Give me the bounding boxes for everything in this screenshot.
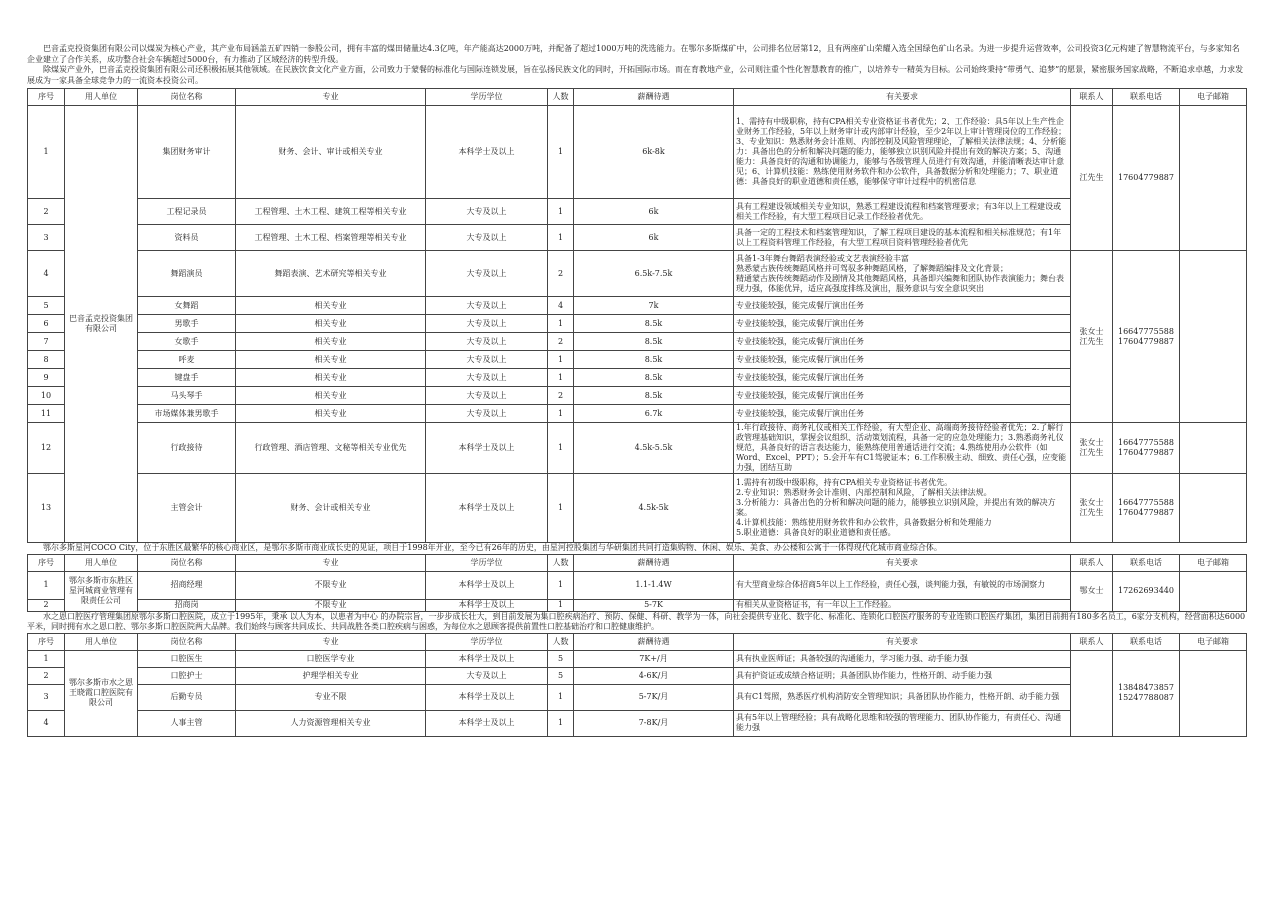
header-edu: 学历学位	[426, 554, 548, 571]
major: 相关专业	[236, 369, 426, 387]
position-name: 资料员	[138, 225, 236, 251]
requirements: 专业技能较强，能完成餐厅演出任务	[734, 369, 1071, 387]
header-no: 序号	[28, 554, 65, 571]
header-req: 有关要求	[734, 633, 1071, 650]
header-phone: 联系电话	[1113, 554, 1180, 571]
header-email: 电子邮箱	[1180, 89, 1247, 106]
major: 相关专业	[236, 315, 426, 333]
salary: 4-6K/月	[574, 667, 734, 684]
education: 大专及以上	[426, 297, 548, 315]
contact-email	[1180, 650, 1247, 736]
header-email: 电子邮箱	[1180, 633, 1247, 650]
salary: 5-7K	[574, 599, 734, 611]
table-row	[28, 297, 1247, 315]
row-number: 4	[28, 251, 65, 297]
contact-person: 张女士 江先生	[1071, 423, 1113, 474]
contact-phone: 16647775588 17604779887	[1113, 474, 1180, 543]
contact-phone: 17262693440	[1113, 571, 1180, 611]
education: 本科学士及以上	[426, 599, 548, 611]
row-number: 6	[28, 315, 65, 333]
requirements: 专业技能较强，能完成餐厅演出任务	[734, 333, 1071, 351]
table-row	[28, 225, 1247, 251]
header-post: 岗位名称	[138, 554, 236, 571]
table-row	[28, 710, 1247, 736]
table-row	[28, 405, 1247, 423]
employer-name: 鄂尔多斯市东胜区星河城商业管理有限责任公司	[65, 571, 138, 611]
header-num: 人数	[548, 554, 574, 571]
row-number: 4	[28, 710, 65, 736]
requirements: 专业技能较强，能完成餐厅演出任务	[734, 405, 1071, 423]
header-edu: 学历学位	[426, 89, 548, 106]
major: 护理学相关专业	[236, 667, 426, 684]
row-number: 1	[28, 650, 65, 667]
headcount: 2	[548, 251, 574, 297]
headcount: 1	[548, 599, 574, 611]
education: 大专及以上	[426, 387, 548, 405]
row-number: 2	[28, 599, 65, 611]
header-unit: 用人单位	[65, 89, 138, 106]
header-row	[28, 633, 1247, 650]
row-number: 12	[28, 423, 65, 474]
row-number: 10	[28, 387, 65, 405]
salary: 8.5k	[574, 369, 734, 387]
education: 本科学士及以上	[426, 710, 548, 736]
requirements: 专业技能较强，能完成餐厅演出任务	[734, 315, 1071, 333]
requirements: 1.需持有初级中级职称，持有CPA相关专业资格证书者优先。 2.专业知识：熟悉财务会计准则、内部控制和风险，了解相关法律法规。 3.分析能力：具备出色的分析和解决问题的能力，能够独立识别风险，并提出有效的解决方案。 4.计算机技能：熟练使用财务软件和办公软件，具备数据分析和处理能力 5.职业道德：具备良好的职业道德和责任感。	[734, 474, 1071, 543]
education: 大专及以上	[426, 251, 548, 297]
education: 大专及以上	[426, 667, 548, 684]
requirements: 有相关从业资格证书，有一年以上工作经验。	[734, 599, 1071, 611]
header-post: 岗位名称	[138, 89, 236, 106]
table-row	[28, 199, 1247, 225]
position-name: 后勤专员	[138, 684, 236, 710]
table-row	[28, 571, 1247, 599]
header-unit: 用人单位	[65, 554, 138, 571]
row-number: 5	[28, 297, 65, 315]
contact-email	[1180, 251, 1247, 423]
education: 大专及以上	[426, 405, 548, 423]
headcount: 4	[548, 297, 574, 315]
position-name: 集团财务审计	[138, 106, 236, 199]
section3-intro: 水之恩口腔医疗管理集团原鄂尔多斯口腔医院，成立于1995年，秉承 以人为本，以患者为中心 的办院宗旨，一步步成长壮大，到目前发展为集口腔疾病治疗、预防、保健、科研、教学为一体，向社会提供专业化、数字化、标准化、连锁化口腔医疗服务的专业连锁口腔医疗集团，集团目前拥有180多名员工，6家分支机构，经营面积达6000平米，同时拥有水之恩口腔、鄂尔多斯口腔医院两大品牌。我们始终与顾客共同成长、共同战胜各类口腔疾病与困惑，为每位水之恩顾客提供前置性口腔基础治疗和口腔健康维护。	[27, 611, 1246, 631]
major: 人力资源管理相关专业	[236, 710, 426, 736]
position-name: 口腔医生	[138, 650, 236, 667]
contact-phone: 13848473857 15247788087	[1113, 650, 1180, 736]
major: 不限专业	[236, 571, 426, 599]
position-name: 口腔护士	[138, 667, 236, 684]
row-number: 7	[28, 333, 65, 351]
row-number: 3	[28, 684, 65, 710]
contact-phone: 17604779887	[1113, 106, 1180, 251]
position-name: 市场媒体兼男歌手	[138, 405, 236, 423]
requirements: 具有工程建设领域相关专业知识，熟悉工程建设流程和档案管理要求；有3年以上工程建设或相关工作经验，有大型工程项目记录工作经验者优先。	[734, 199, 1071, 225]
header-pay: 薪酬待遇	[574, 89, 734, 106]
headcount: 1	[548, 710, 574, 736]
row-number: 2	[28, 667, 65, 684]
header-unit: 用人单位	[65, 633, 138, 650]
position-name: 招商经理	[138, 571, 236, 599]
headcount: 2	[548, 387, 574, 405]
salary: 7k	[574, 297, 734, 315]
row-number: 8	[28, 351, 65, 369]
header-row	[28, 554, 1247, 571]
header-major: 专业	[236, 89, 426, 106]
salary: 4.5k-5.5k	[574, 423, 734, 474]
contact-person	[1071, 650, 1113, 736]
requirements: 具有执业医师证；具备较强的沟通能力，学习能力强、动手能力强	[734, 650, 1071, 667]
section1-table	[27, 88, 1247, 543]
row-number: 1	[28, 106, 65, 199]
position-name: 键盘手	[138, 369, 236, 387]
header-post: 岗位名称	[138, 633, 236, 650]
contact-email	[1180, 474, 1247, 543]
position-name: 行政接待	[138, 423, 236, 474]
header-contact: 联系人	[1071, 554, 1113, 571]
major: 不限专业	[236, 599, 426, 611]
headcount: 1	[548, 423, 574, 474]
salary: 6.7k	[574, 405, 734, 423]
major: 行政管理、酒店管理、文秘等相关专业优先	[236, 423, 426, 474]
education: 大专及以上	[426, 315, 548, 333]
major: 口腔医学专业	[236, 650, 426, 667]
contact-email	[1180, 423, 1247, 474]
headcount: 5	[548, 667, 574, 684]
row-number: 1	[28, 571, 65, 599]
requirements: 专业技能较强，能完成餐厅演出任务	[734, 387, 1071, 405]
headcount: 1	[548, 474, 574, 543]
header-major: 专业	[236, 633, 426, 650]
requirements: 有大型商业综合体招商5年以上工作经验，责任心强，谈判能力强，有敏锐的市场洞察力	[734, 571, 1071, 599]
header-no: 序号	[28, 633, 65, 650]
row-number: 2	[28, 199, 65, 225]
position-name: 女歌手	[138, 333, 236, 351]
header-num: 人数	[548, 633, 574, 650]
position-name: 男歌手	[138, 315, 236, 333]
header-row	[28, 89, 1247, 106]
position-name: 呼麦	[138, 351, 236, 369]
row-number: 3	[28, 225, 65, 251]
table-row	[28, 684, 1247, 710]
employer-name: 鄂尔多斯市水之恩王晓霞口腔医院有限公司	[65, 650, 138, 736]
salary: 7-8K/月	[574, 710, 734, 736]
salary: 6.5k-7.5k	[574, 251, 734, 297]
salary: 8.5k	[574, 333, 734, 351]
major: 相关专业	[236, 405, 426, 423]
table-row	[28, 650, 1247, 667]
header-req: 有关要求	[734, 89, 1071, 106]
row-number: 9	[28, 369, 65, 387]
salary: 6k	[574, 199, 734, 225]
salary: 5-7K/月	[574, 684, 734, 710]
education: 本科学士及以上	[426, 650, 548, 667]
position-name: 舞蹈演员	[138, 251, 236, 297]
contact-person: 鄂女士	[1071, 571, 1113, 611]
education: 大专及以上	[426, 351, 548, 369]
major: 舞蹈表演、艺术研究等相关专业	[236, 251, 426, 297]
headcount: 1	[548, 106, 574, 199]
major: 相关专业	[236, 333, 426, 351]
contact-person: 江先生	[1071, 106, 1113, 251]
document-page	[27, 44, 1246, 737]
section2-intro: 鄂尔多斯星河COCO City，位于东胜区最繁华的核心商业区，是鄂尔多斯市商业成长史的见证，项目于1998年开业，至今已有26年的历史，由星河控股集团与华研集团共同打造集购物、休闲、娱乐、美食、办公楼和公寓于一体得现代化城市商业综合体。	[43, 543, 942, 552]
header-no: 序号	[28, 89, 65, 106]
headcount: 1	[548, 225, 574, 251]
position-name: 主管会计	[138, 474, 236, 543]
table-row	[28, 106, 1247, 199]
table-row	[28, 474, 1247, 543]
section3-table	[27, 633, 1247, 737]
header-pay: 薪酬待遇	[574, 554, 734, 571]
education: 大专及以上	[426, 199, 548, 225]
salary: 8.5k	[574, 315, 734, 333]
salary: 6k	[574, 225, 734, 251]
salary: 4.5k-5k	[574, 474, 734, 543]
salary: 7K+/月	[574, 650, 734, 667]
row-number: 13	[28, 474, 65, 543]
header-email: 电子邮箱	[1180, 554, 1247, 571]
position-name: 女舞蹈	[138, 297, 236, 315]
table-row	[28, 423, 1247, 474]
education: 本科学士及以上	[426, 571, 548, 599]
major: 工程管理、土木工程、建筑工程等相关专业	[236, 199, 426, 225]
requirements: 1.年行政接待、商务礼仪或相关工作经验，有大型企业、高端商务接待经验者优先；2.了解行政管理基础知识，掌握会议组织、活动策划流程，具备一定的应急处理能力；3.熟悉商务礼仪规范，具备良好的语言表达能力，能熟练使用普通话进行交流；4.熟练使用办公软件（如Word、Excel、PPT）；5.会开车有C1驾驶证本；6.工作积极主动、细致、责任心强，应变能力强，团结互助	[734, 423, 1071, 474]
requirements: 具备一定的工程技术和档案管理知识，了解工程项目建设的基本流程和相关标准规范；有1年以上工程资料管理工作经验，有大型工程项目资料管理经验者优先	[734, 225, 1071, 251]
row-number: 11	[28, 405, 65, 423]
education: 大专及以上	[426, 333, 548, 351]
requirements: 具有护资证或成绩合格证明；具备团队协作能力，性格开朗、动手能力强	[734, 667, 1071, 684]
contact-person: 张女士 江先生	[1071, 251, 1113, 423]
headcount: 1	[548, 351, 574, 369]
table-row	[28, 667, 1247, 684]
table-row	[28, 333, 1247, 351]
salary: 1.1-1.4W	[574, 571, 734, 599]
table-row	[28, 251, 1247, 297]
table-row	[28, 315, 1247, 333]
major: 相关专业	[236, 351, 426, 369]
employer-name: 巴音孟克投资集团有限公司	[65, 106, 138, 543]
header-contact: 联系人	[1071, 89, 1113, 106]
position-name: 招商岗	[138, 599, 236, 611]
header-major: 专业	[236, 554, 426, 571]
major: 工程管理、土木工程、档案管理等相关专业	[236, 225, 426, 251]
header-phone: 联系电话	[1113, 633, 1180, 650]
position-name: 马头琴手	[138, 387, 236, 405]
requirements: 专业技能较强，能完成餐厅演出任务	[734, 351, 1071, 369]
headcount: 5	[548, 650, 574, 667]
section1-intro-1: 巴音孟克投资集团有限公司以煤炭为核心产业，其产业布局涵盖五矿四销一参股公司，拥有丰富的煤田储量达4.3亿吨，年产能高达2000万吨，并配备了超过1000万吨的洗选能力。在鄂尔多斯煤矿中，公司排名位居第12，且有两座矿山荣耀入选全国绿色矿山名录。为进一步提升运营效率，公司投资3亿元构建了智慧物流平台，与多家知名企业建立了合作关系，成功整合社会车辆超过5000台，有力推动了区域经济的转型升级。	[27, 44, 1240, 64]
header-phone: 联系电话	[1113, 89, 1180, 106]
table-row	[28, 351, 1247, 369]
salary: 8.5k	[574, 387, 734, 405]
education: 大专及以上	[426, 225, 548, 251]
salary: 8.5k	[574, 351, 734, 369]
headcount: 2	[548, 333, 574, 351]
headcount: 1	[548, 571, 574, 599]
requirements: 具有C1驾照，熟悉医疗机构消防安全管理知识；具备团队协作能力，性格开朗、动手能力强	[734, 684, 1071, 710]
requirements: 专业技能较强，能完成餐厅演出任务	[734, 297, 1071, 315]
position-name: 工程记录员	[138, 199, 236, 225]
education: 大专及以上	[426, 369, 548, 387]
header-contact: 联系人	[1071, 633, 1113, 650]
requirements: 具备1-3年舞台舞蹈表演经验或文艺表演经验丰富 熟悉蒙古族传统舞蹈风格并可驾驭多种舞蹈风格，了解舞蹈编排及文化背景； 精通蒙古族传统舞蹈动作及剧情及其他舞蹈风格，具备即兴编舞和团队协作表演能力；舞台表现力强，体能优异，适应高强度排练及演出，服务意识与安全意识突出	[734, 251, 1071, 297]
headcount: 1	[548, 199, 574, 225]
header-num: 人数	[548, 89, 574, 106]
education: 本科学士及以上	[426, 106, 548, 199]
section2-table	[27, 554, 1247, 612]
headcount: 1	[548, 405, 574, 423]
table-row	[28, 369, 1247, 387]
table-row	[28, 387, 1247, 405]
major: 专业不限	[236, 684, 426, 710]
requirements: 具有5年以上管理经验；具有战略化思维和较强的管理能力、团队协作能力，有责任心、沟通能力强	[734, 710, 1071, 736]
headcount: 1	[548, 369, 574, 387]
contact-email	[1180, 571, 1247, 611]
salary: 6k-8k	[574, 106, 734, 199]
header-req: 有关要求	[734, 554, 1071, 571]
major: 相关专业	[236, 297, 426, 315]
headcount: 1	[548, 315, 574, 333]
major: 财务、会计、审计或相关专业	[236, 106, 426, 199]
section1-intro-2: 除煤炭产业外，巴音孟克投资集团有限公司还积极拓展其他领域。在民族饮食文化产业方面，公司致力于蒙餐的标准化与国际连锁发展，旨在弘扬民族文化的同时，开拓国际市场。而在育教地产业，公司则注重个性化智慧教育的推广，以培养专一精英为目标。公司始终秉持“带勇气、追梦”的愿景，紧密服务国家战略，不断追求卓越，力求发展成为一家具备全球竞争力的一流资本投资公司。	[27, 65, 1244, 85]
requirements: 1、需持有中级职称，持有CPA相关专业资格证书者优先；2、工作经验：具5年以上生产性企业财务工作经验，5年以上财务审计或内部审计经验，至少2年以上审计管理岗位的工作经验；3、专业知识：熟悉财务会计准则、内部控制及风险管理理论，了解相关法律法规；4、分析能力：具备出色的分析和解决问题的能力，能够独立识别风险并提出有效的解决方案；5、沟通能力：具备良好的沟通和协调能力，能够与各级管理人员进行有效沟通，并能清晰表达审计意见；6、计算机技能：熟练使用财务软件和办公软件，具备数据分析和处理能力；7、职业道德：具备良好的职业道德和责任感，能够保守审计过程中的机密信息	[734, 106, 1071, 199]
contact-person: 张女士 江先生	[1071, 474, 1113, 543]
header-edu: 学历学位	[426, 633, 548, 650]
major: 财务、会计或相关专业	[236, 474, 426, 543]
education: 本科学士及以上	[426, 684, 548, 710]
education: 本科学士及以上	[426, 474, 548, 543]
table-row	[28, 599, 1247, 611]
contact-phone: 16647775588 17604779887	[1113, 251, 1180, 423]
headcount: 1	[548, 684, 574, 710]
contact-phone: 16647775588 17604779887	[1113, 423, 1180, 474]
education: 本科学士及以上	[426, 423, 548, 474]
contact-email	[1180, 106, 1247, 251]
position-name: 人事主管	[138, 710, 236, 736]
header-pay: 薪酬待遇	[574, 633, 734, 650]
major: 相关专业	[236, 387, 426, 405]
